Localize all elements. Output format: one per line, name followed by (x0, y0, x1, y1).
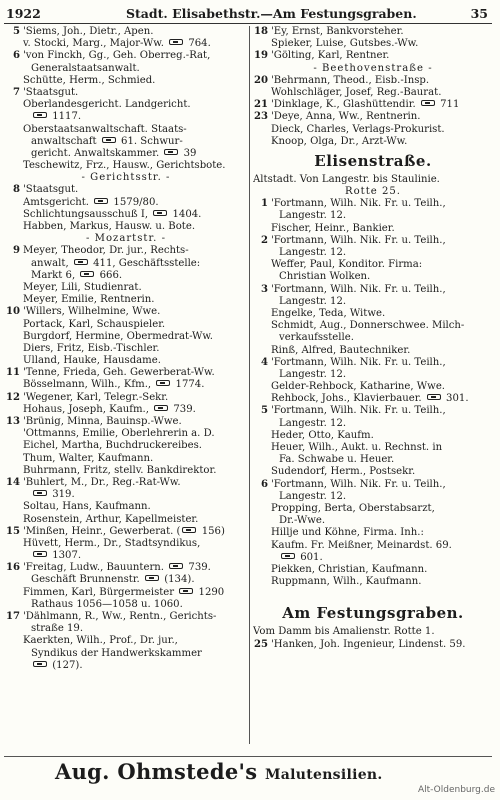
entry-text: 'Fortmann, Wilh. Nik. Fr. u. Teilh., (271, 283, 446, 295)
entry-text: 'Staatsgut. (23, 86, 79, 98)
entry-text: 'Siems, Joh., Dietr., Apen. (23, 26, 154, 37)
entry-text: 'Ey, Ernst, Bankvorsteher. (271, 26, 404, 37)
directory-entry (253, 503, 493, 515)
street-extent (253, 626, 493, 638)
telephone-icon (153, 210, 167, 216)
directory-entry (5, 197, 247, 209)
directory-entry (253, 223, 493, 235)
entry-text: Soltau, Hans, Kaufmann. (23, 501, 151, 513)
directory-entry (5, 367, 247, 379)
directory-entry (5, 416, 247, 428)
entry-text: - Mozartstr. - (85, 233, 167, 245)
entry-text: Schlichtungsausschuß I, 1404. (23, 208, 202, 220)
house-number: 14 (5, 476, 20, 488)
directory-entry (253, 552, 493, 564)
directory-entry (5, 501, 247, 513)
blank-line (253, 588, 493, 600)
street-subheading (5, 172, 247, 184)
entry-text: 'Fortmann, Wilh. Nik. Fr. u. Teilh., (271, 356, 446, 368)
house-number: 11 (5, 367, 20, 379)
directory-entry (5, 550, 247, 562)
house-number: 16 (5, 562, 20, 574)
directory-entry (5, 355, 247, 367)
directory-entry (253, 442, 493, 454)
directory-entry (5, 136, 247, 148)
telephone-icon (182, 527, 196, 533)
entry-text: Dr.-Wwe. (279, 515, 326, 527)
entry-text: Weffer, Paul, Konditor. Firma: (271, 259, 423, 271)
entry-text: 'Freitag, Ludw., Bauuntern. 739. (23, 562, 211, 574)
directory-entry (253, 99, 493, 111)
advert-main-text: Aug. Ohmstede's (55, 759, 258, 784)
house-number: 1 (260, 198, 268, 210)
entry-text: Wohlschläger, Josef, Reg.-Baurat. (271, 86, 442, 98)
directory-entry (5, 660, 247, 672)
directory-entry (253, 210, 493, 222)
telephone-icon (169, 563, 183, 569)
entry-text: anwalt, 411, Geschäftsstelle: (31, 257, 201, 269)
house-number: 15 (5, 525, 20, 537)
directory-entry (253, 259, 493, 271)
entry-text: Fischer, Heinr., Bankier. (271, 222, 395, 234)
entry-text: (127). (31, 660, 247, 672)
directory-entry (5, 148, 247, 160)
entry-text: 'Fortmann, Wilh. Nik. Fr. u. Teilh., (271, 405, 446, 417)
directory-entry (253, 381, 493, 393)
telephone-icon (179, 588, 193, 594)
left-column (5, 26, 247, 740)
telephone-icon (33, 490, 47, 496)
entry-text: Vom Damm bis Amalienstr. Rotte 1. (253, 626, 435, 638)
house-number: 20 (253, 74, 268, 86)
entry-text: Oberstaatsanwaltschaft. Staats- (23, 123, 187, 135)
entry-text: Generalstaatsanwalt. (31, 62, 140, 74)
street-heading (253, 148, 493, 174)
directory-entry (253, 430, 493, 442)
entry-text: 'Willers, Wilhelmine, Wwe. (23, 306, 161, 318)
directory-entry (253, 466, 493, 478)
entry-text: 'Hanken, Joh. Ingenieur, Lindenst. 59. (271, 638, 466, 650)
entry-text: Buhrmann, Fritz, stellv. Bankdirektor. (23, 464, 217, 476)
entry-text: 'Fortmann, Wilh. Nik. Fr. u. Teilh., (271, 198, 446, 210)
directory-entry (5, 453, 247, 465)
street-subheading (253, 186, 493, 198)
entry-text: Habben, Markus, Hausw. u. Bote. (23, 221, 196, 232)
directory-entry (5, 477, 247, 489)
page-running-title: Stadt. Elisabethstr.—Am Festungsgraben. (126, 6, 417, 21)
directory-entry (5, 87, 247, 99)
entry-text: Hillje und Köhne, Firma. Inh.: (271, 527, 424, 539)
entry-text: Meyer, Theodor, Dr. jur., Rechts- (23, 245, 189, 257)
directory-entry (5, 465, 247, 477)
entry-text: Gelder-Rehbock, Katharine, Wwe. (271, 381, 446, 393)
directory-entry (5, 63, 247, 75)
entry-text: Meyer, Emilie, Rentnerin. (23, 294, 155, 306)
house-number: 17 (5, 611, 20, 622)
entry-text: Schütte, Herm., Schmied. (23, 74, 156, 86)
directory-entry (5, 99, 247, 111)
entry-text: Dieck, Charles, Verlags-Prokurist. (271, 123, 445, 135)
directory-entry (5, 611, 247, 623)
entry-text: 'von Finckh, Gg., Geh. Oberreg.-Rat, (23, 50, 211, 62)
entry-text: 'Fortmann, Wilh. Nik. Fr. u. Teilh., (271, 478, 446, 490)
entry-text: Heder, Otto, Kaufm. (271, 429, 374, 441)
house-number: 10 (5, 306, 20, 318)
house-number: 19 (253, 50, 268, 62)
entry-text: 'Buhlert, M., Dr., Reg.-Rat-Ww. (23, 476, 181, 488)
directory-entry (5, 489, 247, 501)
directory-entry (5, 160, 247, 172)
entry-text: Ulland, Hauke, Hausdame. (23, 355, 161, 367)
entry-text: Kaufm. Fr. Meißner, Meinardst. 69. (271, 539, 452, 551)
directory-entry (253, 454, 493, 466)
directory-entry (253, 405, 493, 417)
directory-entry (253, 639, 493, 651)
house-number: 5 (260, 405, 268, 417)
entry-text: 'Tenne, Frieda, Geh. Gewerberat-Ww. (23, 367, 215, 379)
directory-entry (253, 247, 493, 259)
directory-entry (5, 184, 247, 196)
entry-text: Markt 6, 666. (31, 269, 123, 281)
entry-text: 'Behrmann, Theod., Eisb.-Insp. (271, 74, 430, 86)
header-rule (4, 23, 492, 24)
entry-text: Kaerkten, Wilh., Prof., Dr. jur., (23, 635, 178, 647)
telephone-icon (80, 271, 94, 277)
directory-entry (253, 515, 493, 527)
directory-entry (5, 526, 247, 538)
entry-text: Fa. Schwabe u. Heuer. (279, 454, 395, 466)
directory-entry (5, 428, 247, 440)
entry-text: 'Wegener, Karl, Telegr.-Sekr. (23, 391, 169, 403)
entry-text: straße 19. (31, 623, 84, 635)
directory-entry (5, 26, 247, 38)
column-separator (249, 26, 250, 744)
house-number: 5 (12, 26, 20, 37)
house-number: 18 (253, 26, 268, 37)
directory-entry (5, 38, 247, 50)
entry-text: 'Gölting, Karl, Rentner. (271, 50, 390, 62)
directory-entry (253, 332, 493, 344)
entry-text: Fimmen, Karl, Bürgermeister 1290 (23, 586, 225, 598)
telephone-icon (154, 405, 168, 411)
entry-text: Rathaus 1056—1058 u. 1060. (31, 598, 183, 610)
entry-text: Rinß, Alfred, Bautechniker. (271, 344, 411, 356)
directory-entry (5, 343, 247, 355)
entry-text: Rehbock, Johs., Klavierbauer. 301. (271, 393, 469, 405)
entry-text: Meyer, Lili, Studienrat. (23, 281, 142, 293)
entry-text: 'Staatsgut. (23, 184, 79, 196)
directory-entry (253, 393, 493, 405)
directory-entry (5, 538, 247, 550)
entry-text: Teschewitz, Frz., Hausw., Gerichtsbote. (23, 160, 226, 172)
entry-text: 'Dählmann, R., Ww., Rentn., Gerichts- (23, 611, 217, 622)
entry-text: 'Ottmanns, Emilie, Oberlehrerin a. D. (23, 428, 215, 440)
directory-entry (5, 245, 247, 257)
entry-text: Ruppmann, Wilh., Kaufmann. (271, 576, 422, 588)
telephone-icon (145, 575, 159, 581)
house-number: 7 (12, 86, 20, 98)
watermark-text: Alt-Oldenburg.de (418, 785, 496, 795)
directory-entry (253, 345, 493, 357)
entry-text: verkaufsstelle. (279, 332, 354, 344)
directory-entry (5, 50, 247, 62)
entry-text: Diers, Fritz, Eisb.-Tischler. (23, 342, 160, 354)
directory-entry (5, 587, 247, 599)
entry-text: Am Festungsgraben. (282, 604, 464, 623)
directory-entry (5, 574, 247, 586)
house-number: 13 (5, 416, 20, 427)
entry-text: Burgdorf, Hermine, Obermedrat-Ww. (23, 330, 213, 342)
entry-text: - Beethovenstraße - (313, 62, 433, 74)
telephone-icon (421, 100, 435, 106)
entry-text: Hohaus, Joseph, Kaufm., 739. (23, 403, 196, 415)
house-number: 25 (253, 638, 268, 650)
directory-entry (253, 124, 493, 136)
telephone-icon (33, 661, 47, 667)
entry-text: anwaltschaft 61. Schwur- (31, 135, 183, 147)
entry-text: Rotte 25. (344, 186, 402, 198)
entry-text: Piekken, Christian, Kaufmann. (271, 563, 428, 575)
house-number: 9 (12, 245, 20, 257)
telephone-icon (427, 394, 441, 400)
directory-entry (253, 26, 493, 38)
entry-text: Propping, Berta, Oberstabsarzt, (271, 502, 435, 514)
entry-text: Langestr. 12. (279, 417, 347, 429)
directory-entry (253, 296, 493, 308)
directory-entry (5, 599, 247, 611)
directory-entry (5, 648, 247, 660)
entry-text: Sudendorf, Herm., Postsekr. (271, 466, 416, 478)
telephone-icon (33, 551, 47, 557)
entry-text: Langestr. 12. (279, 490, 347, 502)
entry-text: Langestr. 12. (279, 295, 347, 307)
directory-entry (5, 258, 247, 270)
telephone-icon (94, 198, 108, 204)
advert-small-text: Malutensilien. (264, 767, 383, 783)
entry-text: Engelke, Teda, Witwe. (271, 307, 386, 319)
directory-entry (5, 392, 247, 404)
telephone-icon (156, 380, 170, 386)
street-heading (253, 600, 493, 626)
house-number: 23 (253, 111, 268, 123)
directory-entry (5, 124, 247, 136)
telephone-icon (102, 137, 116, 143)
entry-text: Portack, Karl, Schauspieler. (23, 318, 166, 330)
directory-entry (5, 209, 247, 221)
entry-text: Eichel, Martha, Buchdruckereibes. (23, 440, 202, 452)
house-number: 12 (5, 391, 20, 403)
entry-text: 601. (279, 552, 493, 564)
entry-text: Langestr. 12. (279, 247, 347, 258)
entry-text: 'Fortmann, Wilh. Nik. Fr. u. Teilh., (271, 234, 446, 246)
directory-entry (5, 440, 247, 452)
directory-entry (5, 514, 247, 526)
house-number: 6 (260, 478, 268, 490)
street-subheading (5, 233, 247, 245)
entry-text: gericht. Anwaltskammer. 39 (31, 147, 197, 159)
directory-entry (5, 221, 247, 233)
telephone-icon (33, 112, 47, 118)
entry-text: 'Minßen, Heinr., Gewerberat. ( 156) (23, 525, 225, 537)
entry-text: v. Stocki, Marg., Major-Ww. 764. (23, 38, 211, 50)
directory-entry (253, 50, 493, 62)
entry-text: Knoop, Olga, Dr., Arzt-Ww. (271, 135, 408, 147)
directory-entry (5, 75, 247, 87)
directory-entry (5, 306, 247, 318)
entry-text: Amtsgericht. 1579/80. (23, 196, 159, 208)
directory-entry (5, 111, 247, 123)
directory-entry (253, 75, 493, 87)
directory-entry (253, 111, 493, 123)
entry-text: Langestr. 12. (279, 368, 347, 380)
directory-entry (5, 319, 247, 331)
directory-entry (253, 527, 493, 539)
entry-text: Christian Wolken. (279, 271, 371, 283)
directory-entry (253, 320, 493, 332)
house-number: 8 (12, 184, 20, 196)
entry-text: Syndikus der Handwerkskammer (31, 647, 202, 659)
entry-text: Thum, Walter, Kaufmann. (23, 452, 154, 464)
directory-entry (5, 623, 247, 635)
directory-entry (253, 540, 493, 552)
entry-text: 'Dinklage, K., Glashüttendir. 711 (271, 99, 460, 111)
house-number: 4 (260, 356, 268, 368)
entry-text: 'Deye, Anna, Ww., Rentnerin. (271, 111, 421, 123)
directory-entry (253, 576, 493, 588)
entry-text: Elisenstraße. (314, 151, 432, 170)
directory-entry (5, 331, 247, 343)
page-year: 1922 (6, 6, 41, 21)
telephone-icon (74, 259, 88, 265)
directory-entry (253, 418, 493, 430)
entry-text: Rosenstein, Arthur, Kapellmeister. (23, 513, 199, 525)
directory-entry (253, 198, 493, 210)
directory-entry (253, 38, 493, 50)
house-number: 2 (260, 234, 268, 246)
house-number: 21 (253, 99, 268, 111)
advertisement-banner (55, 759, 383, 784)
entry-text: 319. (31, 489, 247, 501)
directory-entry (5, 294, 247, 306)
entry-text: Heuer, Wilh., Aukt. u. Rechnst. in (271, 442, 443, 453)
entry-text: 1307. (31, 550, 247, 562)
entry-text: Geschäft Brunnenstr. (134). (31, 574, 195, 586)
directory-entry (253, 87, 493, 99)
directory-entry (253, 271, 493, 283)
directory-entry (5, 562, 247, 574)
directory-entry (253, 491, 493, 503)
street-subheading (253, 63, 493, 75)
directory-entry (253, 479, 493, 491)
telephone-icon (281, 553, 295, 559)
directory-entry (5, 282, 247, 294)
right-column (253, 26, 493, 756)
entry-text: 'Brünig, Minna, Bauinsp.-Wwe. (23, 416, 182, 427)
entry-text: - Gerichtsstr. - (81, 172, 171, 184)
directory-entry (5, 379, 247, 391)
directory-entry (5, 270, 247, 282)
telephone-icon (169, 39, 183, 45)
page-number: 35 (470, 6, 488, 21)
advert-rule (4, 756, 492, 757)
entry-text: Bösselmann, Wilh., Kfm., 1774. (23, 379, 205, 391)
entry-text: Schmidt, Aug., Donnerschwee. Milch- (271, 320, 465, 332)
entry-text: Altstadt. Von Langestr. bis Staulinie. (253, 173, 440, 185)
telephone-icon (164, 149, 178, 155)
directory-entry (253, 136, 493, 148)
directory-entry (5, 635, 247, 647)
entry-text: Oberlandesgericht. Landgericht. (23, 99, 191, 111)
directory-entry (253, 564, 493, 576)
directory-entry (253, 369, 493, 381)
street-extent (253, 174, 493, 186)
entry-text: Spieker, Luise, Gutsbes.-Ww. (271, 38, 419, 50)
directory-entry (5, 404, 247, 416)
directory-entry (253, 284, 493, 296)
house-number: 3 (260, 283, 268, 295)
house-number: 6 (12, 50, 20, 62)
entry-text: 1117. (31, 111, 247, 123)
directory-entry (253, 357, 493, 369)
entry-text: Hüvett, Herm., Dr., Stadtsyndikus, (23, 537, 201, 549)
directory-entry (253, 308, 493, 320)
entry-text: Langestr. 12. (279, 210, 347, 222)
directory-entry (253, 235, 493, 247)
